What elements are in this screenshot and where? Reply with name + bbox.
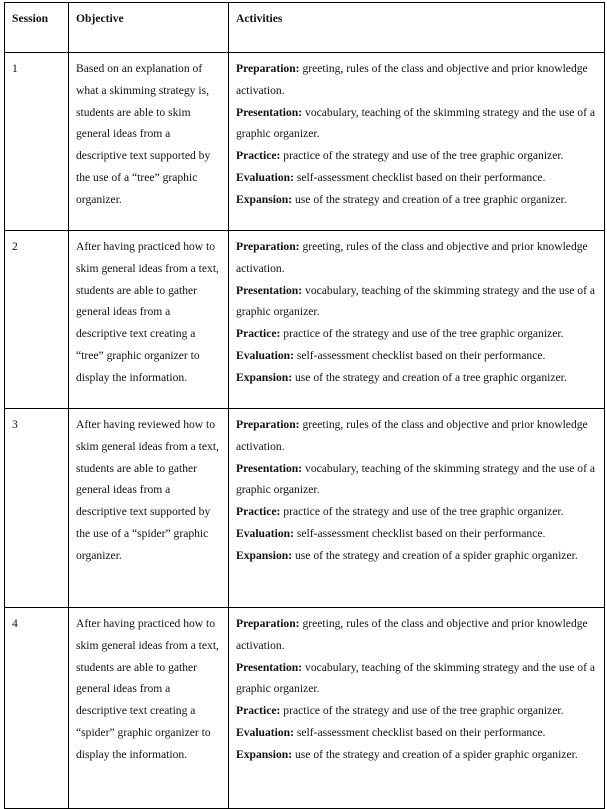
activity-item xyxy=(236,236,598,280)
activity-item xyxy=(236,345,598,367)
activities-cell xyxy=(229,231,605,409)
activity-item xyxy=(236,545,598,567)
activity-text: self-assessment checklist based on their performance. xyxy=(293,348,546,362)
activity-item xyxy=(236,367,598,389)
activity-label: Presentation: xyxy=(236,461,303,475)
activity-label: Evaluation: xyxy=(236,170,294,184)
activity-text: self-assessment checklist based on their performance. xyxy=(293,725,546,739)
activity-text: self-assessment checklist based on their performance. xyxy=(293,170,546,184)
activities-cell xyxy=(229,409,605,608)
header-session: Session xyxy=(5,3,69,53)
activity-text: vocabulary, teaching of the skimming strategy and the use of a graphic organizer. xyxy=(236,660,595,696)
activities-cell xyxy=(229,53,605,231)
activity-text: vocabulary, teaching of the skimming strategy and the use of a graphic organizer. xyxy=(236,105,595,141)
objective-cell: After having reviewed how to skim general ideas from a text, students are able to gather general ideas from a descriptive text supported by the use of a “spider” graphic organizer. xyxy=(69,409,229,608)
activity-text: greeting, rules of the class and objective and prior knowledge activation. xyxy=(236,418,588,453)
activity-text: practice of the strategy and use of the tree graphic organizer. xyxy=(280,149,564,163)
activity-item xyxy=(236,501,598,523)
activity-text: vocabulary, teaching of the skimming strategy and the use of a graphic organizer. xyxy=(236,283,595,319)
activity-text: greeting, rules of the class and objective and prior knowledge activation. xyxy=(236,617,588,652)
activity-item xyxy=(236,414,598,458)
session-plan-table xyxy=(4,2,605,809)
activity-item xyxy=(236,613,598,657)
activity-item xyxy=(236,145,598,167)
table-row xyxy=(5,409,605,608)
activity-item xyxy=(236,657,598,701)
header-row xyxy=(5,3,605,53)
activity-label: Preparation: xyxy=(236,617,300,630)
objective-cell: After having practiced how to skim general ideas from a text, students are able to gather general ideas from a descriptive text creating a “tree” graphic organizer to display the information. xyxy=(69,231,229,409)
activity-text: greeting, rules of the class and objective and prior knowledge activation. xyxy=(236,62,588,97)
activity-text: vocabulary, teaching of the skimming strategy and the use of a graphic organizer. xyxy=(236,461,595,497)
activity-label: Expansion: xyxy=(236,192,293,206)
session-number: 4 xyxy=(5,608,69,809)
activities-cell xyxy=(229,608,605,809)
session-number: 1 xyxy=(5,53,69,231)
activity-label: Practice: xyxy=(236,149,281,163)
activity-label: Expansion: xyxy=(236,747,293,761)
activity-label: Preparation: xyxy=(236,418,300,431)
activity-label: Evaluation: xyxy=(236,725,294,739)
activity-item xyxy=(236,58,598,102)
header-activities: Activities xyxy=(229,3,605,53)
activity-text: practice of the strategy and use of the tree graphic organizer. xyxy=(280,704,564,718)
activity-item xyxy=(236,280,598,324)
table-row xyxy=(5,53,605,231)
activity-label: Presentation: xyxy=(236,105,303,119)
activity-label: Preparation: xyxy=(236,240,300,253)
table-row xyxy=(5,608,605,809)
activity-label: Practice: xyxy=(236,505,281,519)
activity-item xyxy=(236,700,598,722)
activity-text: use of the strategy and creation of a spider graphic organizer. xyxy=(292,548,578,562)
activity-label: Evaluation: xyxy=(236,348,294,362)
header-objective: Objective xyxy=(69,3,229,53)
activity-item xyxy=(236,523,598,545)
activity-item xyxy=(236,458,598,502)
table-row xyxy=(5,231,605,409)
activity-item xyxy=(236,167,598,189)
activity-item xyxy=(236,323,598,345)
activity-label: Preparation: xyxy=(236,62,300,75)
activity-item xyxy=(236,189,598,211)
activity-text: practice of the strategy and use of the tree graphic organizer. xyxy=(280,327,564,341)
objective-cell: After having practiced how to skim general ideas from a text, students are able to gather general ideas from a descriptive text creating a “spider” graphic organizer to display the information. xyxy=(69,608,229,809)
activity-label: Practice: xyxy=(236,704,281,718)
activity-text: use of the strategy and creation of a tree graphic organizer. xyxy=(292,192,567,206)
activity-label: Evaluation: xyxy=(236,526,294,540)
activity-text: use of the strategy and creation of a spider graphic organizer. xyxy=(292,747,578,761)
session-number: 3 xyxy=(5,409,69,608)
objective-cell: Based on an explanation of what a skimming strategy is, students are able to skim general ideas from a descriptive text supported by the use of a “tree” graphic organizer. xyxy=(69,53,229,231)
activity-item xyxy=(236,102,598,146)
activity-text: use of the strategy and creation of a tree graphic organizer. xyxy=(292,370,567,384)
activity-label: Expansion: xyxy=(236,548,293,562)
activity-text: greeting, rules of the class and objective and prior knowledge activation. xyxy=(236,240,588,275)
activity-label: Presentation: xyxy=(236,660,303,674)
activity-label: Presentation: xyxy=(236,283,303,297)
activity-item xyxy=(236,744,598,766)
activity-text: practice of the strategy and use of the tree graphic organizer. xyxy=(280,505,564,519)
activity-label: Expansion: xyxy=(236,370,293,384)
session-number: 2 xyxy=(5,231,69,409)
activity-item xyxy=(236,722,598,744)
activity-text: self-assessment checklist based on their performance. xyxy=(293,526,546,540)
activity-label: Practice: xyxy=(236,327,281,341)
